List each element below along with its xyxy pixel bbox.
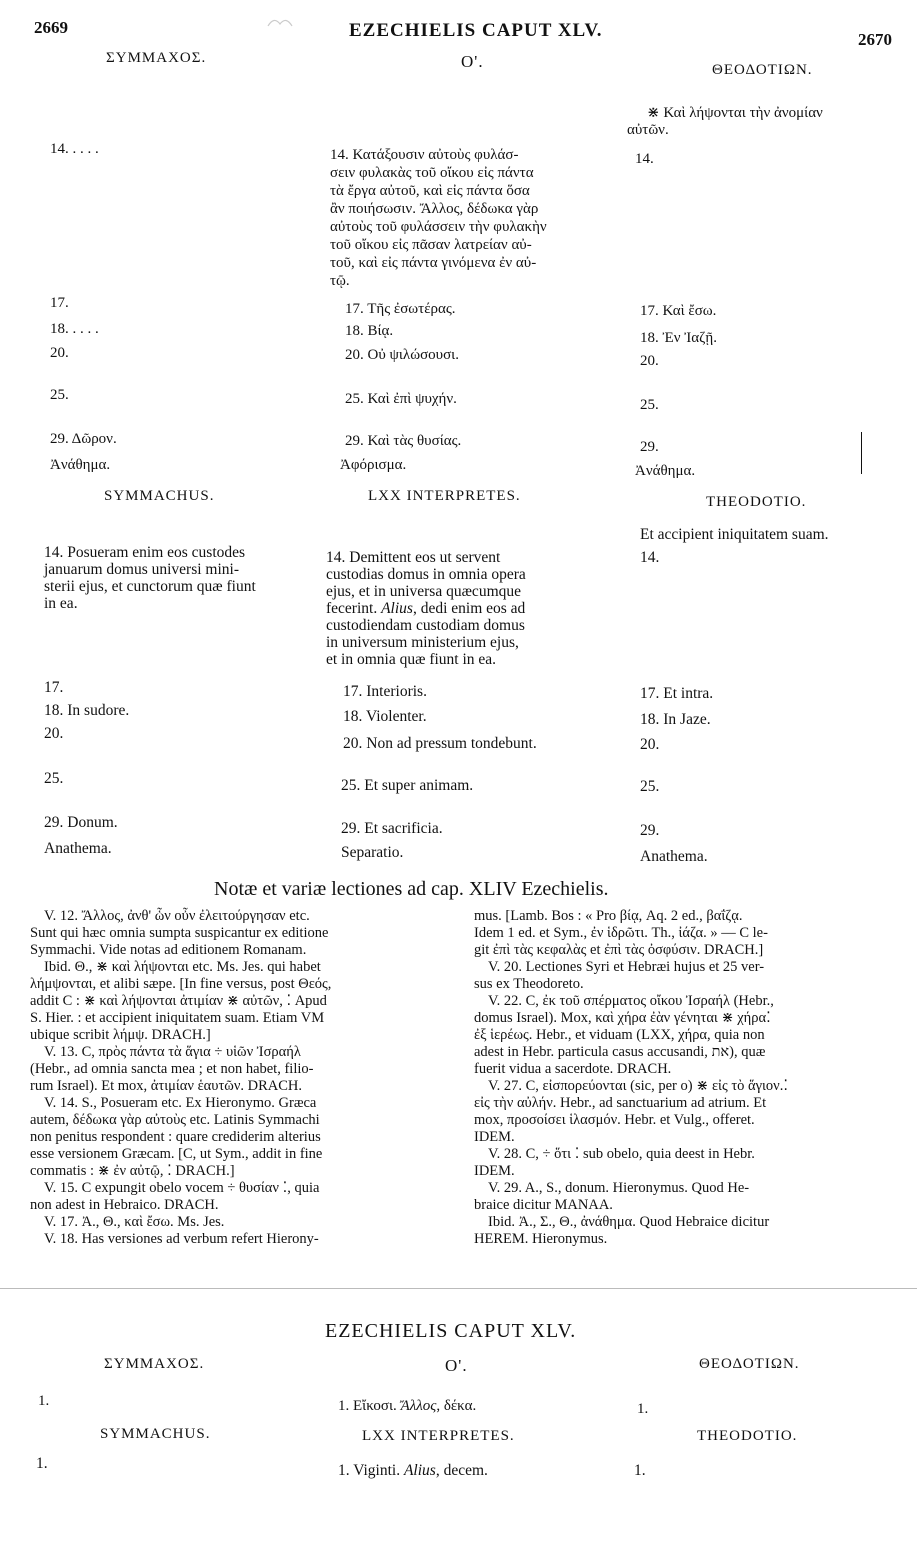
latin-lxx-14-line: custodiendam custodiam domus <box>326 617 525 634</box>
note-line: ἐξ ἱερέως. Hebr., et viduam (LXX, χήρα, quia non <box>474 1027 765 1043</box>
greek-sym-25: 25. <box>50 387 69 403</box>
greek-theo-29: 29. <box>640 439 659 455</box>
note-line: λήμψονται, et alibi sæpe. [In fine versus, post Θεός, <box>30 976 332 992</box>
greek-lxx-14-line: τὰ ἔργα αὐτοῦ, καὶ εἰς πάντα ὅσα <box>330 183 530 199</box>
s2-latin-lxx-1: 1. Viginti. Alius, decem. <box>338 1462 488 1479</box>
note-line: V. 27. C, εἰσπορεύονται (sic, per o) ⋇ εἰς τὸ ἅγιον.⁚ <box>488 1078 788 1094</box>
note-line: V. 12. Ἄλλος, ἀνθ' ὧν οὖν ἐλειτούργησαν etc. <box>44 908 310 924</box>
margin-rule <box>861 432 862 474</box>
greek-lxx-17: 17. Τῆς ἐσωτέρας. <box>345 301 456 317</box>
latin-sym-14-line: in ea. <box>44 595 78 612</box>
s2-latin-head-theodotion: THEODOTIO. <box>697 1428 798 1444</box>
note-line: V. 17. Ἀ., Θ., καὶ ἔσω. Ms. Jes. <box>44 1214 225 1230</box>
ornament-mark <box>266 14 294 30</box>
latin-lxx-29: 29. Et sacrificia. <box>341 820 443 837</box>
note-line: esse versionem Græcam. [C, ut Sym., addit in fine <box>30 1146 323 1162</box>
note-line: IDEM. <box>474 1129 515 1145</box>
note-line: Ibid. Ἀ., Σ., Θ., ἀνάθημα. Quod Hebraice dicitur <box>488 1214 770 1230</box>
note-line: fuerit vidua a sacerdote. DRACH. <box>474 1061 672 1077</box>
latin-lxx-14-line: in universum ministerium ejus, <box>326 634 519 651</box>
greek-head-symmachus: ΣΥΜΜΑΧΟΣ. <box>106 50 207 66</box>
latin-theo-anathema: Anathema. <box>640 848 708 865</box>
note-line: HEREM. Hieronymus. <box>474 1231 608 1247</box>
s2-latin-sym-1: 1. <box>36 1455 48 1472</box>
greek-sym-29: 29. Δῶρον. <box>50 431 117 447</box>
note-line: mox, προσοίσει ἱλασμόν. Hebr. et Vulg., offeret. <box>474 1112 755 1128</box>
s2-greek-theo-1: 1. <box>637 1401 649 1417</box>
latin-sym-25: 25. <box>44 770 64 787</box>
left-page-number: 2669 <box>34 18 68 37</box>
greek-theodotion-note-line1: ⋇ Καὶ λήψονται τὴν ἀνομίαν <box>647 105 823 121</box>
note-line: Sunt qui hæc omnia sumpta suspicantur ex editione <box>30 925 329 941</box>
greek-theo-14: 14. <box>635 151 654 167</box>
greek-lxx-14-line: τῷ. <box>330 273 350 289</box>
s2-greek-head-symmachus: ΣΥΜΜΑΧΟΣ. <box>104 1356 205 1372</box>
note-line: ubique scribit λήμψ. DRACH.] <box>30 1027 211 1043</box>
latin-theo-17: 17. Et intra. <box>640 685 714 702</box>
greek-theo-17: 17. Καὶ ἔσω. <box>640 303 717 319</box>
latin-head-symmachus: SYMMACHUS. <box>104 488 215 504</box>
greek-theo-20: 20. <box>640 353 659 369</box>
s2-greek-head-theodotion: ΘΕΟΔΟΤΙΩΝ. <box>699 1356 800 1372</box>
latin-sym-17: 17. <box>44 679 64 696</box>
latin-head-theodotion: THEODOTIO. <box>706 494 807 510</box>
note-line: git ἐπὶ τὰς κεφαλὰς et ἐπὶ τὰς ὀσφύσιν. DRACH.] <box>474 942 764 958</box>
latin-lxx-14-line: et in omnia quæ fiunt in ea. <box>326 651 497 668</box>
s2-latin-head-lxx: LXX INTERPRETES. <box>362 1428 515 1444</box>
note-line: S. Hier. : et accipient iniquitatem suam. Etiam VM <box>30 1010 325 1026</box>
s2-latin-head-symmachus: SYMMACHUS. <box>100 1426 211 1442</box>
latin-lxx-18: 18. Violenter. <box>343 708 427 725</box>
note-line: domus Israel). Mox, καὶ χήρα ἐὰν γένηται ⋇ χήρα⁚ <box>474 1010 771 1026</box>
note-line: V. 28. C, ÷ ὅτι ⁚ sub obelo, quia deest in Hebr. <box>488 1146 755 1162</box>
note-line: V. 22. C, ἐκ τοῦ σπέρματος οἴκου Ἰσραήλ (Hebr., <box>488 993 774 1009</box>
greek-head-theodotion: ΘΕΟΔΟΤΙΩΝ. <box>712 62 813 78</box>
latin-lxx-14-line: ejus, et in universa quæcumque <box>326 583 521 600</box>
latin-theo-20: 20. <box>640 736 660 753</box>
greek-sym-14: 14. . . . . <box>50 141 99 157</box>
latin-head-lxx: LXX INTERPRETES. <box>368 488 521 504</box>
latin-sym-anathema: Anathema. <box>44 840 112 857</box>
greek-lxx-aphorisma: Ἀφόρισμα. <box>340 457 407 473</box>
greek-theodotion-note-line2: αὐτῶν. <box>627 122 669 138</box>
notes-title: Notæ et variæ lectiones ad cap. XLIV Ezechielis. <box>214 878 609 900</box>
note-line: adest in Hebr. particula casus accusandi, את), quæ <box>474 1044 766 1060</box>
s2-greek-lxx-1: 1. Εἴκοσι. Ἄλλος, δέκα. <box>338 1398 477 1414</box>
note-line: V. 13. C, πρὸς πάντα τὰ ἅγια ÷ υἱῶν Ἰσραήλ <box>44 1044 301 1060</box>
note-line: Ibid. Θ., ⋇ καὶ λήψονται etc. Ms. Jes. qui habet <box>44 959 321 975</box>
note-line: rum Israel). Et mox, ἀτιμίαν ἑαυτῶν. DRACH. <box>30 1078 303 1094</box>
latin-theo-29: 29. <box>640 822 660 839</box>
note-line: Idem 1 ed. et Sym., ἐν ἱδρῶτι. Th., ἰάζα. » — C le- <box>474 925 768 941</box>
greek-lxx-29: 29. Καὶ τὰς θυσίας. <box>345 433 462 449</box>
greek-lxx-25: 25. Καὶ ἐπὶ ψυχήν. <box>345 391 457 407</box>
note-line: autem, δέδωκα γὰρ αὐτοὺς etc. Latinis Symmachi <box>30 1112 320 1128</box>
latin-lxx-17: 17. Interioris. <box>343 683 427 700</box>
note-line: V. 18. Has versiones ad verbum refert Hierony- <box>44 1231 319 1247</box>
greek-lxx-14-line: τοῦ, καὶ εἰς πάντα γινόμενα ἐν αὐ- <box>330 255 537 271</box>
note-line: non penitus respondent : quare crediderim alterius <box>30 1129 321 1145</box>
greek-lxx-14-line: 14. Κατάξουσιν αὐτοὺς φυλάσ- <box>330 147 519 163</box>
latin-lxx-14-line: fecerint. Alius, dedi enim eos ad <box>326 600 526 617</box>
note-line: V. 20. Lectiones Syri et Hebræi hujus et 25 ver- <box>488 959 765 975</box>
greek-sym-anathema: Ἀνάθημα. <box>50 457 111 473</box>
section-divider <box>0 1288 917 1289</box>
note-line: V. 14. S., Posueram etc. Ex Hieronymo. Græca <box>44 1095 317 1111</box>
page-title: EZECHIELIS CAPUT XLV. <box>349 20 603 41</box>
section2-title: EZECHIELIS CAPUT XLV. <box>325 1320 577 1342</box>
latin-lxx-14-line: custodias domus in omnia opera <box>326 566 526 583</box>
latin-lxx-20: 20. Non ad pressum tondebunt. <box>343 735 537 752</box>
greek-sym-17: 17. <box>50 295 69 311</box>
s2-greek-sym-1: 1. <box>38 1393 50 1409</box>
greek-theo-18: 18. Ἐν Ἰαζῇ. <box>640 330 717 346</box>
right-page-number: 2670 <box>858 30 892 49</box>
greek-sym-20: 20. <box>50 345 69 361</box>
note-line: (Hebr., ad omnia sancta mea ; et non habet, filio- <box>30 1061 314 1077</box>
note-line: V. 15. C expungit obelo vocem ÷ θυσίαν ⁚, quia <box>44 1180 320 1196</box>
s2-latin-theo-1: 1. <box>634 1462 646 1479</box>
greek-head-lxx: Ο'. <box>461 52 484 71</box>
latin-theodotion-note: Et accipient iniquitatem suam. <box>640 526 829 543</box>
latin-sym-14-line: januarum domus universi mini- <box>44 561 240 578</box>
latin-lxx-separatio: Separatio. <box>341 844 404 861</box>
greek-lxx-14-line: σειν φυλακὰς τοῦ οἴκου εἰς πάντα <box>330 165 534 181</box>
greek-lxx-14-line: τοῦ οἴκου εἰς πᾶσαν λατρείαν αὐ- <box>330 237 532 253</box>
note-line: Symmachi. Vide notas ad editionem Romanam. <box>30 942 307 958</box>
latin-theo-25: 25. <box>640 778 660 795</box>
latin-sym-14-line: sterii ejus, et cunctorum quæ fiunt <box>44 578 256 595</box>
note-line: mus. [Lamb. Bos : « Pro βίᾳ, Aq. 2 ed., βαΐζᾳ. <box>474 908 743 924</box>
latin-lxx-25: 25. Et super animam. <box>341 777 474 794</box>
note-line: addit C : ⋇ καὶ λήψονται ἀτιμίαν ⋇ αὐτῶν, ⁚ Apud <box>30 993 327 1009</box>
greek-sym-18: 18. . . . . <box>50 321 99 337</box>
latin-sym-29: 29. Donum. <box>44 814 118 831</box>
greek-lxx-18: 18. Βίᾳ. <box>345 323 394 339</box>
latin-lxx-14-line: 14. Demittent eos ut servent <box>326 549 501 566</box>
greek-lxx-14-line: αὐτοὺς τοῦ φυλάσσειν τὴν φυλακὴν <box>330 219 547 235</box>
note-line: V. 29. A., S., donum. Hieronymus. Quod He- <box>488 1180 750 1196</box>
latin-theo-14: 14. <box>640 549 660 566</box>
note-line: non adest in Hebraico. DRACH. <box>30 1197 219 1213</box>
note-line: sus ex Theodoreto. <box>474 976 584 992</box>
greek-theo-25: 25. <box>640 397 659 413</box>
note-line: IDEM. <box>474 1163 515 1179</box>
greek-lxx-14-line: ἂν ποιήσωσιν. Ἄλλος, δέδωκα γὰρ <box>330 201 539 217</box>
greek-theo-anathema: Ἀνάθημα. <box>635 463 696 479</box>
latin-sym-18: 18. In sudore. <box>44 702 130 719</box>
note-line: braice dicitur MANAA. <box>474 1197 613 1213</box>
note-line: commatis : ⋇ ἐν αὐτῷ, ⁚ DRACH.] <box>30 1163 235 1179</box>
greek-lxx-20: 20. Οὐ ψιλώσουσι. <box>345 347 459 363</box>
latin-sym-20: 20. <box>44 725 64 742</box>
latin-theo-18: 18. In Jaze. <box>640 711 711 728</box>
s2-greek-head-lxx: Ο'. <box>445 1356 468 1375</box>
note-line: εἰς τὴν αὐλήν. Hebr., ad sanctuarium ad atrium. Et <box>474 1095 767 1111</box>
latin-sym-14-line: 14. Posueram enim eos custodes <box>44 544 246 561</box>
